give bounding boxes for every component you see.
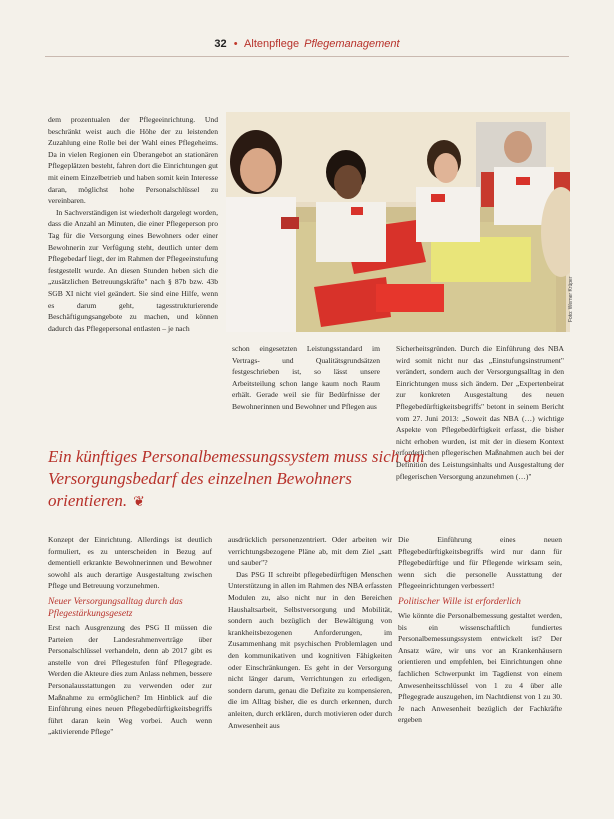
paragraph: schon eingesetzten Leistungsstandard im Vertrags- und Qualitätsgrundsätzen festgeschrieben ist, so lässt unsere Arbeitsteilung schon lange kaum noch Raum erhält. Gerade weil sie für Bedürfnisse der Bewohnerinnen und Bewohner und Pflegen aus <box>232 344 380 411</box>
subheading: Politischer Wille ist erforderlich <box>398 596 521 607</box>
section-name: Pflegemanagement <box>304 38 400 50</box>
ornament-icon: ❦ <box>133 495 145 510</box>
pull-quote <box>48 446 448 514</box>
column-1-bottom <box>48 534 212 738</box>
paragraph: In Sachverständigen ist wiederholt dargelegt worden, dass die Anzahl an Minuten, die einer Pflegeperson pro Tag für die Versorgung eines Bewohners oder einer Bewohnerin zur Verfügung steht, deutlich unter dem Pflegebedarf liegt, der im Rahmen der Pflegeeinstufung festgestellt wurde. An diesen Stunden heben sich die „zusätzlichen Betreuungskräfte" nach § 87b bzw. 43b SGB XI nicht viel geändert. Sie sind eine Hilfe, wenn es darum geht, tagesstrukturierende Beschäftigungsangebote zu machen, und können dadurch das Pflegepersonal entlasten – je nach <box>48 207 218 333</box>
column-2-middle <box>232 343 380 413</box>
subheading: Neuer Versorgungsalltag durch das Pflegestärkungsgesetz <box>48 596 183 619</box>
paragraph: dem prozentualen der Pflegeeinrichtung. Und beschränkt weist auch die Höhe der zu leistenden Zuzahlung eine Rolle bei der Wahl eines Pflegeheims. Da in vielen Regionen ein Überangebot an stationären Pflegeplätzen besteht, fahren dort die Einrichtungen gut mit einem Einzelbetrieb und haben somit kein Interesse daran, möglichst hohe Personalschlüssel zu vereinbaren. <box>48 115 218 206</box>
page-header <box>0 38 614 50</box>
photo-credit: Foto: Werner Krüper <box>568 276 574 322</box>
column-2-bottom <box>228 534 392 731</box>
paragraph: ausdrücklich personenzentriert. Oder arbeiten wir verrichtungsbezogene Pläne ab, mit dem Ziel „satt und sauber"? <box>228 535 392 568</box>
pull-quote-text: Ein künftiges Personalbemessungssystem muss sich am Versorgungsbedarf des einzelnen Bewohners orientieren. <box>48 447 425 510</box>
header-rule <box>45 56 569 57</box>
paragraph: Wie könnte die Personalbemessung gestaltet werden, bis ein wissenschaftlich fundiertes Personalbemessungssystem entwickelt ist? Der Ansatz wäre, wir uns vor an Krankenhäusern orientieren und empfehlen, bei Einrichtungen ohne fachlichen Schwerpunkt im Tagdienst von einem Anwesenheitsschlüssel von 1 zu 4 über alle Pflegegrade auszugehen, im Nachtdienst von 1 zu 30. Je nach Anwesenheit bezüglich der Fachkräfte ergeben <box>398 610 562 725</box>
header-separator: • <box>233 38 238 50</box>
paragraph: Das PSG II schreibt pflegebedürftigen Menschen Unterstützung in allen im Rahmen des NBA erfassten Modulen zu, also nicht nur in den Bereichen Haushaltsarbeit, Selbstversorgung und Mobilität, sondern auch bezüglich der Bewältigung von krankheitsbezogenen Anforderungen, im Zusammenhang mit psychischen Problemlagen und den kommunikativen und kognitiven Fähigkeiten oder Einschränkungen. Es geht in der Versorgung nicht länger darum, Verrichtungen zu erledigen, sondern darum, genau die Defizite zu kompensieren, die im Alltag bisher, die es durch erkennen, durch anleiten, durch erklären, durch motivieren oder durch Anwesenheit aus <box>228 569 392 730</box>
paragraph: Die Einführung eines neuen Pflegebedürftigkeitsbegriffs wird nur dann für Pflegebedürftige und für Pflegende wirksam sein, wenn sich die personelle Ausstattung der Pflegeeinrichtungen verbessert! <box>398 535 562 591</box>
paragraph: Erst nach Ausgrenzung des PSG II müssen die Parteien der Landesrahmenverträge über Personalschlüssel verhandeln, denn ab 2017 gibt es anstelle von drei Pflegestufen fünf Pflegegrade. Werden die Akteure dies zum Anlass nehmen, bessere Personalausstattungen zu verwenden oder zur Maßnahme zu ermöglichen? Im Hinblick auf die Einführung eines neuen Pflegebedürftigkeitsbegriffs führt daran kein Weg vorbei. Auch wenn „aktivierende Pflege" <box>48 622 212 737</box>
photo-illustration <box>226 112 570 332</box>
column-1-top <box>48 114 218 334</box>
paragraph: Konzept der Einrichtung. Allerdings ist deutlich formuliert, es zu unterscheiden in Bezug auf dementiell erkrankte Bewohnerinnen und Bewohner sowohl als auch derartige Ausgestaltung zwischen Pflege und Betreuung vorzunehmen. <box>48 535 212 591</box>
magazine-name: Altenpflege <box>244 38 300 50</box>
column-3-bottom <box>398 534 562 726</box>
paragraph: Sicherheitsgründen. Durch die Einführung des NBA wird somit nicht nur das „Einstufungsinstrument" verändert, sondern auch der Versorgungsalltag in den Einrichtungen muss sich ändern. Der „Expertenbeirat zur konkreten Ausgestaltung des neuen Pflegebedürftigkeitsbegriffs" betont in seinem Bericht vom 27. Juni 2013: „Soweit das NBA (…) wichtige Aspekte von Pflegebedürftigkeit erfasst, die bisher nicht erhoben wurden, ist mit der in diesem Kontext erforderlichen pflegerischen Maßnahmen auch bei der Definition des Leistungsinhalts und Ausgestaltung der pflegerischen Versorgung anzunehmen (…)" <box>396 344 564 481</box>
article-photo <box>226 112 570 332</box>
page-number: 32 <box>214 38 227 50</box>
